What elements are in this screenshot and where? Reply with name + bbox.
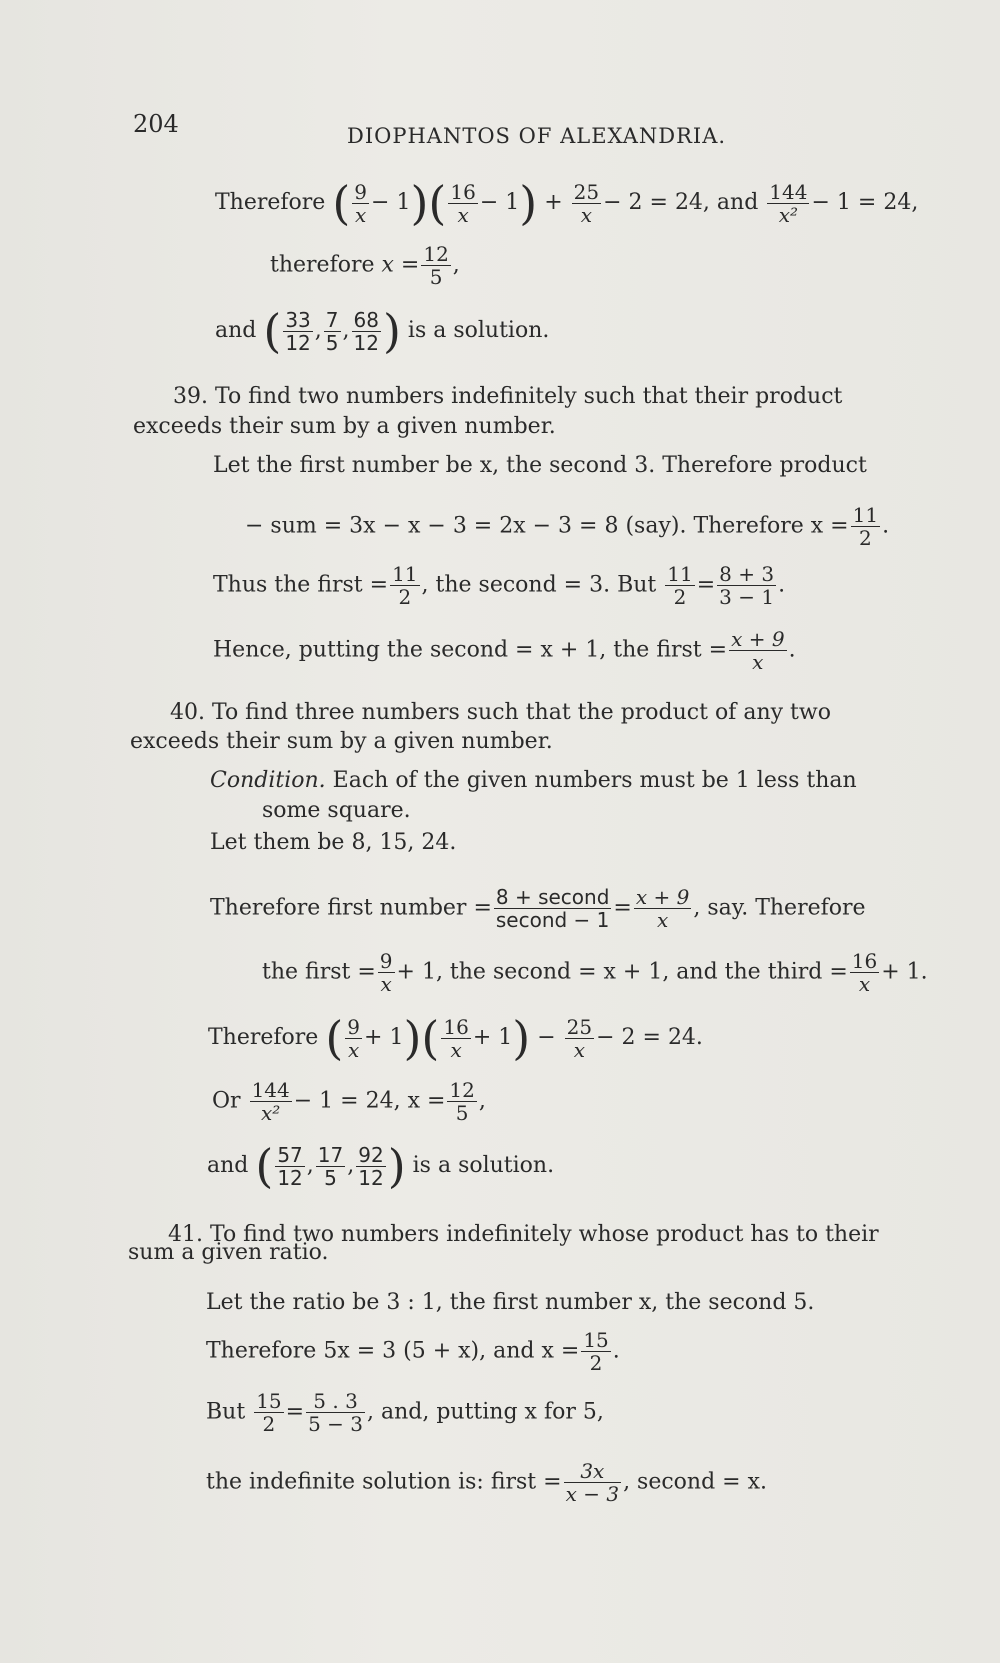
- equation-line: Therefore first number = $\frac{\text{8 + second}}{\text{second − 1}}$ = $\frac{x + 9}{x}$ , say. Therefore: [210, 885, 866, 932]
- fraction: $\frac{\text{8 + second}}{\text{second − 1}}$: [495, 885, 610, 932]
- fraction: $\frac{11}{2}$: [392, 562, 418, 609]
- condition-line: Condition. Each of the given numbers must be 1 less than: [210, 768, 857, 793]
- equation-line: Therefore 5x = 3 (5 + x), and x = $\frac{15}{2}$ .: [206, 1328, 620, 1375]
- fraction: $\frac{x + 9}{x}$: [635, 885, 690, 932]
- page-number: 204: [133, 110, 179, 138]
- fraction: $\frac{12}{5}$: [449, 1078, 475, 1125]
- fraction: $\frac{15}{2}$: [256, 1389, 282, 1436]
- problem-41-text: Let the ratio be 3 : 1, the first number x, the second 5.: [206, 1290, 815, 1315]
- fraction: $\frac{57}{12}$: [277, 1142, 303, 1190]
- equation-line: Therefore ( $\frac{9}{x}$ − 1)( $\frac{16}{x}$ − 1) + $\frac{25}{x}$ − 2 = 24, and $\frac{144}{\text{x²}}$ − 1 = 24,: [215, 176, 919, 230]
- fraction: $\frac{9}{x}$: [354, 179, 368, 227]
- equation-line: But $\frac{15}{2}$ = $\frac{5 . 3}{5 - 3}$ , and, putting x for 5,: [206, 1389, 604, 1436]
- fraction: $\frac{15}{2}$: [583, 1328, 609, 1375]
- problem-39-statement-cont: exceeds their sum by a given number.: [133, 414, 556, 439]
- fraction: $\frac{11}{2}$: [667, 562, 693, 609]
- problem-40-statement: 40. To find three numbers such that the product of any two: [170, 700, 831, 725]
- fraction: $\frac{5 . 3}{5 - 3}$: [308, 1389, 363, 1436]
- fraction: $\frac{9}{x}$: [347, 1014, 361, 1062]
- condition-line-cont: some square.: [262, 798, 411, 823]
- problem-39-text: Let the first number be x, the second 3. Therefore product: [213, 453, 867, 478]
- problem-41-statement: 41. To find two numbers indefinitely whose product has to their: [168, 1222, 879, 1247]
- fraction: $\frac{16}{x}$: [450, 179, 476, 227]
- fraction: $\frac{68}{12}$: [353, 307, 379, 355]
- fraction: $\frac{25}{x}$: [566, 1014, 593, 1062]
- fraction: $\frac{11}{2}$: [852, 503, 879, 550]
- fraction: $\frac{16}{x}$: [851, 949, 878, 996]
- fraction: $\frac{144}{\text{x²}}$: [251, 1078, 290, 1125]
- fraction: $\frac{144}{\text{x²}}$: [769, 179, 808, 227]
- equation-line: the first = $\frac{9}{x}$ + 1, the second = x + 1, and the third = $\frac{16}{x}$ + 1.: [262, 949, 928, 996]
- equation-line: − sum = 3x − x − 3 = 2x − 3 = 8 (say). Therefore x = $\frac{11}{2}$ .: [245, 503, 890, 550]
- fraction: $\frac{25}{x}$: [573, 179, 600, 227]
- fraction: $\frac{8 + 3}{3 - 1}$: [719, 562, 775, 609]
- equation-line: Hence, putting the second = x + 1, the first = $\frac{x + 9}{x}$ .: [213, 627, 796, 674]
- problem-41-statement-cont: sum a given ratio.: [128, 1240, 329, 1265]
- running-title: DIOPHANTOS OF ALEXANDRIA.: [347, 124, 727, 148]
- fraction: $\frac{17}{5}$: [317, 1142, 344, 1190]
- fraction: $\frac{9}{x}$: [379, 949, 393, 996]
- equation-line: Therefore ( $\frac{9}{x}$ + 1)( $\frac{16}{x}$ + 1) − $\frac{25}{x}$ − 2 = 24.: [208, 1011, 703, 1065]
- equation-line: Thus the first = $\frac{11}{2}$ , the second = 3. But $\frac{11}{2}$ = $\frac{8 + 3}{3 - 1}$ .: [213, 562, 786, 609]
- fraction: $\frac{7}{5}$: [325, 307, 339, 355]
- fraction: $\frac{16}{x}$: [443, 1014, 469, 1062]
- fraction: $\frac{33}{12}$: [285, 307, 311, 355]
- equation-line: the indefinite solution is: first = $\frac{3x}{x - 3}$ , second = x.: [206, 1459, 767, 1506]
- fraction: $\frac{12}{5}$: [423, 242, 449, 289]
- fraction: $\frac{3x}{x - 3}$: [565, 1459, 620, 1506]
- problem-40-text: Let them be 8, 15, 24.: [210, 830, 457, 855]
- equation-line: therefore x = $\frac{12}{5}$ ,: [270, 242, 460, 289]
- solution-line: and ( $\frac{57}{12}$ , $\frac{17}{5}$ , $\frac{92}{12}$ ) is a solution.: [207, 1139, 555, 1193]
- problem-40-statement-cont: exceeds their sum by a given number.: [130, 729, 553, 754]
- fraction: $\frac{92}{12}$: [358, 1142, 384, 1190]
- problem-39-statement: 39. To find two numbers indefinitely such that their product: [173, 384, 843, 409]
- fraction: $\frac{x + 9}{x}$: [731, 627, 785, 674]
- equation-line: Or $\frac{144}{\text{x²}}$ − 1 = 24, x = $\frac{12}{5}$ ,: [212, 1078, 486, 1125]
- solution-line: and ( $\frac{33}{12}$ , $\frac{7}{5}$ , $\frac{68}{12}$ ) is a solution.: [215, 304, 550, 358]
